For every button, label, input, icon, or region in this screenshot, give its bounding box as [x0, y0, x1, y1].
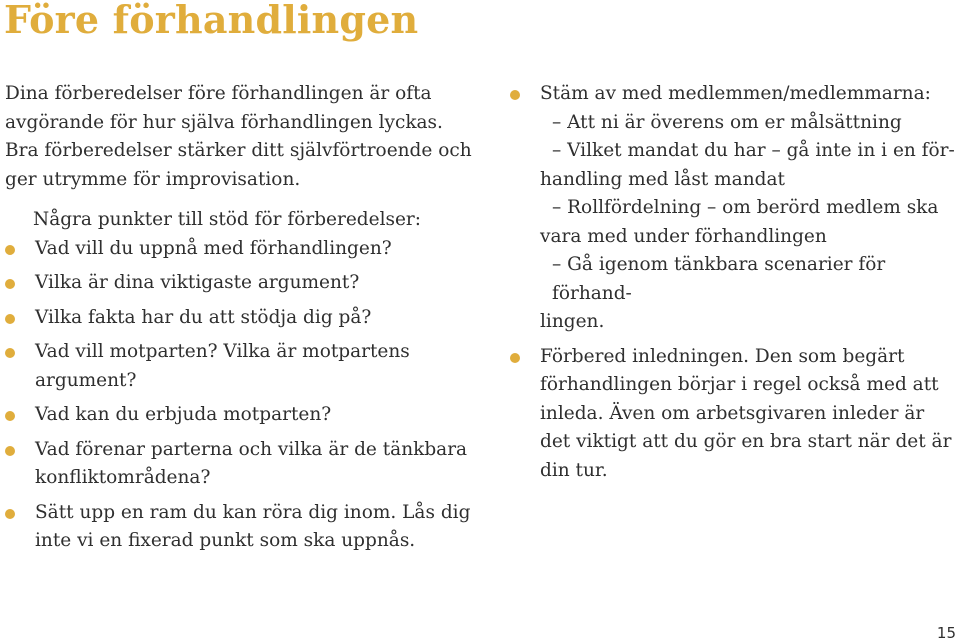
dash-item-continuation: vara med under förhandlingen — [540, 225, 827, 247]
list-item-text: Vad vill du uppnå med förhandlingen? — [35, 237, 392, 259]
list-item — [5, 436, 475, 493]
dash-item: – Rollfördelning – om berörd medlem ska — [552, 197, 939, 218]
checklist-heading: Några punkter till stöd för förberedelser: — [33, 209, 422, 230]
dash-item: – Gå igenom tänkbara scenarier för förhand- — [552, 254, 886, 304]
list-item-text: Förbered inledningen. Den som begärt förhandlingen börjar i regel också med att inleda. Även om arbetsgivaren inleder är det viktigt att du gör en bra start när det är din tur. — [540, 345, 952, 481]
page-title: Före förhandlingen — [4, 0, 419, 42]
left-column — [5, 80, 475, 556]
list-item — [5, 499, 475, 556]
bullet-dot-icon — [5, 279, 15, 289]
bullet-dot-icon — [5, 314, 15, 324]
dash-item-continuation: handling med låst mandat — [540, 168, 785, 190]
right-column — [510, 80, 955, 485]
list-item-text: Vilka fakta har du att stödja dig på? — [35, 306, 372, 328]
bullet-dot-icon — [5, 509, 15, 519]
list-item-text: Vad förenar parterna och vilka är de tänkbara konfliktområdena? — [35, 438, 468, 488]
bullet-dot-icon — [510, 353, 520, 363]
dash-item: – Vilket mandat du har – gå inte in i en för- — [552, 140, 955, 161]
list-item-text: Stäm av med medlemmen/medlemmarna: — [540, 83, 931, 104]
list-item — [5, 304, 475, 333]
bullet-dot-icon — [5, 348, 15, 358]
list-item-text: Vad vill motparten? Vilka är motpartens argument? — [35, 341, 410, 391]
list-item — [510, 80, 955, 337]
list-item-text: Vilka är dina viktigaste argument? — [35, 272, 360, 293]
list-item — [510, 343, 955, 486]
bullet-dot-icon — [510, 90, 520, 100]
intro-paragraph: Dina förberedelser före förhandlingen är ofta avgörande för hur själva förhandlingen lyckas. Bra förberedelser stärker ditt självförtroende och ger utrymme för improvisation. — [5, 83, 472, 190]
bullet-dot-icon — [5, 446, 15, 456]
list-item — [5, 401, 475, 430]
dash-item: – Att ni är överens om er målsättning — [552, 111, 902, 133]
bullet-dot-icon — [5, 411, 15, 421]
page-number: 15 — [936, 624, 956, 642]
list-item-text: Sätt upp en ram du kan röra dig inom. Lås dig inte vi en fixerad punkt som ska uppnås. — [35, 501, 471, 551]
list-item — [5, 338, 475, 395]
list-item — [5, 235, 475, 264]
list-item-text: Vad kan du erbjuda motparten? — [35, 404, 332, 425]
dash-item-continuation: lingen. — [540, 311, 605, 332]
bullet-dot-icon — [5, 245, 15, 255]
list-item — [5, 269, 475, 298]
